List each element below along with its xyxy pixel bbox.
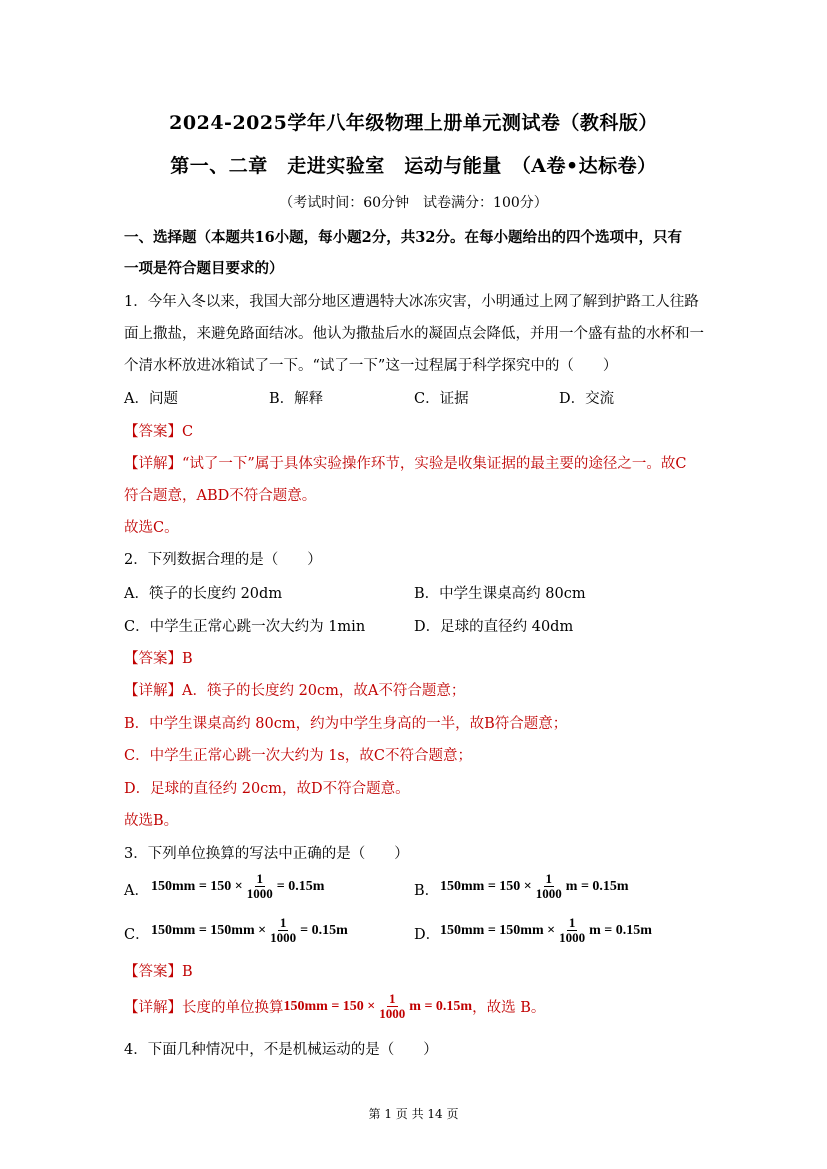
q2-option-b: B．中学生课桌高约 80cm — [414, 586, 586, 602]
q3-answer: 【答案】B — [124, 964, 193, 980]
fraction-denominator: 1000 — [379, 1006, 406, 1021]
q1-option-b: B．解释 — [269, 391, 324, 407]
fraction — [377, 992, 407, 1021]
fraction-numerator: 1 — [568, 915, 576, 930]
q3-d-left: 150mm = 150mm × — [440, 922, 556, 938]
q3-detail-suffix: ，故选 B。 — [472, 1000, 546, 1016]
fraction — [534, 872, 564, 901]
q4-stem: 4．下面几种情况中，不是机械运动的是（ ） — [124, 1042, 438, 1058]
q3-option-a-label: A． — [124, 883, 149, 899]
fraction-numerator: 1 — [279, 915, 287, 930]
q1-detail-line2: 符合题意，ABD不符合题意。 — [124, 488, 317, 504]
fraction-numerator: 1 — [389, 991, 396, 1006]
q2-detail-line3: C．中学生正常心跳一次大约为 1s，故C不符合题意； — [124, 748, 472, 764]
fraction-denominator: 1000 — [270, 930, 297, 945]
fraction — [268, 916, 298, 945]
q3-c-left: 150mm = 150mm × — [151, 922, 267, 938]
q2-option-a: A．筷子的长度约 20dm — [124, 586, 283, 602]
q2-option-d: D．足球的直径约 40dm — [414, 619, 574, 635]
q1-option-d: D．交流 — [559, 391, 615, 407]
fraction-denominator: 1000 — [559, 930, 586, 945]
q3-b-right: m = 0.15m — [565, 878, 629, 894]
fraction — [245, 872, 275, 901]
q1-stem-line3: 个清水杯放进冰箱试了一下。“试了一下”这一过程属于科学探究中的（ ） — [124, 358, 618, 374]
q1-option-a: A．问题 — [124, 391, 178, 407]
q3-detail-left: 150mm = 150 × — [283, 998, 376, 1014]
q3-option-c-label: C． — [124, 927, 150, 943]
q3-option-d-formula — [440, 916, 652, 945]
q3-c-right: = 0.15m — [300, 922, 348, 938]
q2-detail-line4: D．足球的直径约 20cm，故D不符合题意。 — [124, 781, 410, 797]
q1-option-c: C．证据 — [414, 391, 469, 407]
q3-option-d-label: D． — [414, 927, 441, 943]
exam-info: （考试时间：60分钟 试卷满分：100分） — [279, 195, 548, 211]
q3-b-left: 150mm = 150 × — [440, 878, 532, 894]
fraction — [557, 916, 587, 945]
q2-detail-line2: B．中学生课桌高约 80cm，约为中学生身高的一半，故B符合题意； — [124, 716, 568, 732]
q3-detail — [124, 992, 545, 1021]
q1-stem-line1: 1．今年入冬以来，我国大部分地区遭遇特大冰冻灾害，小明通过上网了解到护路工人往路 — [124, 294, 699, 310]
q3-a-left: 150mm = 150 × — [151, 878, 243, 894]
q3-stem: 3．下列单位换算的写法中正确的是（ ） — [124, 846, 409, 862]
fraction-numerator: 1 — [256, 871, 264, 886]
q3-option-c-formula — [151, 916, 348, 945]
q1-conclusion: 故选C。 — [124, 520, 179, 536]
q1-detail-line1: 【详解】“试了一下”属于具体实验操作环节，实验是收集证据的最主要的途径之一。故C — [124, 456, 687, 472]
q3-d-right: m = 0.15m — [589, 922, 652, 938]
q3-detail-prefix: 【详解】长度的单位换算 — [124, 1000, 284, 1016]
section-heading-line1: 一、选择题（本题共16小题，每小题2分，共32分。在每小题给出的四个选项中，只有 — [124, 229, 682, 246]
q2-conclusion: 故选B。 — [124, 813, 179, 829]
q3-option-b-formula — [440, 872, 629, 901]
section-heading-line2: 一项是符合题目要求的） — [124, 260, 284, 277]
q3-option-a-formula — [151, 872, 324, 901]
q3-a-right: = 0.15m — [276, 878, 325, 894]
q2-option-c: C．中学生正常心跳一次大约为 1min — [124, 619, 366, 635]
q1-answer: 【答案】C — [124, 424, 194, 440]
exam-title: 2024-2025学年八年级物理上册单元测试卷（教科版） — [169, 112, 658, 134]
q2-stem: 2．下列数据合理的是（ ） — [124, 552, 322, 568]
exam-subtitle-chapter: 第一、二章 走进实验室 运动与能量 （A卷•达标卷） — [170, 155, 657, 177]
q3-detail-right: m = 0.15m — [409, 998, 473, 1014]
q3-option-b-label: B． — [414, 883, 440, 899]
fraction-denominator: 1000 — [246, 886, 273, 901]
q2-detail-line1: 【详解】A．筷子的长度约 20cm，故A不符合题意； — [124, 683, 466, 699]
q2-answer: 【答案】B — [124, 651, 193, 667]
fraction-denominator: 1000 — [535, 886, 562, 901]
fraction-numerator: 1 — [545, 871, 553, 886]
page-number: 第 1 页 共 14 页 — [368, 1107, 459, 1121]
q1-stem-line2: 面上撒盐，来避免路面结冰。他认为撒盐后水的凝固点会降低，并用一个盛有盐的水杯和一 — [124, 326, 704, 342]
